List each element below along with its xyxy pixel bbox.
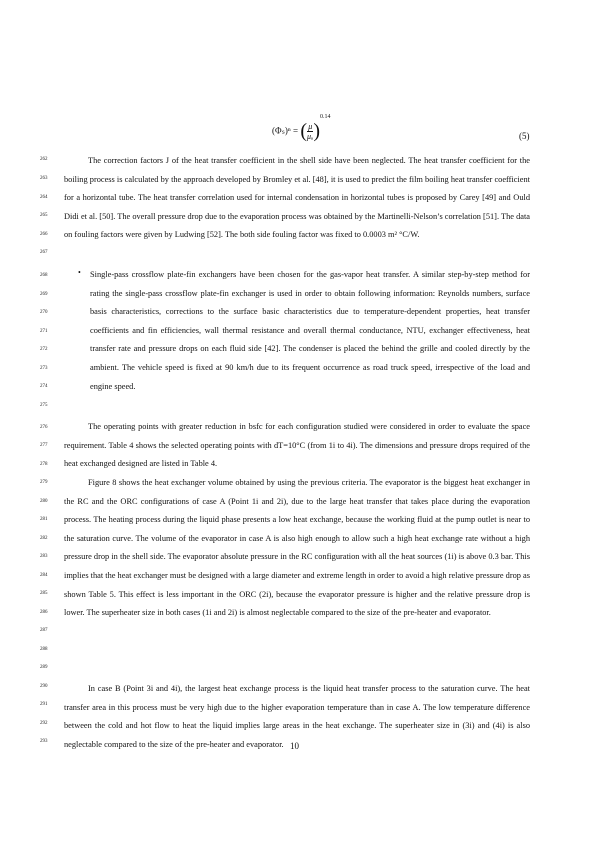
line-number: 272 (40, 347, 48, 352)
equation-exponent: 0.14 (320, 113, 331, 120)
line-number: 286 (40, 610, 48, 615)
line-number: 265 (40, 213, 48, 218)
equation-denominator: μᵤ (307, 132, 314, 141)
line-number: 280 (40, 499, 48, 504)
line-number: 281 (40, 517, 48, 522)
equation-5 (272, 113, 331, 143)
line-number: 276 (40, 425, 48, 430)
line-number: 287 (40, 628, 48, 633)
line-number: 262 (40, 157, 48, 162)
line-number: 285 (40, 591, 48, 596)
line-number: 279 (40, 480, 48, 485)
close-paren: ) (313, 120, 321, 142)
line-number: 263 (40, 176, 48, 181)
line-number: 283 (40, 554, 48, 559)
equation-number: (5) (519, 131, 530, 141)
line-number: 284 (40, 573, 48, 578)
line-number: 290 (40, 684, 48, 689)
line-number: 292 (40, 721, 48, 726)
line-number: 289 (40, 665, 48, 670)
line-number: 282 (40, 536, 48, 541)
line-number: 264 (40, 195, 48, 200)
paragraph-correction-factors: The correction factors J of the heat transfer coefficient in the shell side have been neglected. The heat transfer coefficient for the boiling process is calculated by the approach developed by Bromley et al. [48], it is used to predict the film boiling heat transfer coefficient for a horizontal tube. The heat transfer correlation used for internal condensation in horizontal tubes is proposed by Carey [49] and Ould Didi et al. [50]. The overall pressure drop due to the evaporation process was obtained by the Martinelli-Nelson’s correlation [51]. The data on fouling factors were given by Ludwing [52]. The both side fouling factor was fixed to 0.0003 m² °C/W. (64, 156, 530, 240)
equation-lhs: (Φₛ)ⁿ = (272, 125, 299, 136)
line-number: 269 (40, 292, 48, 297)
paragraph-case-b: In case B (Point 3i and 4i), the largest heat exchange process is the liquid heat transfer process to the saturation curve. The heat transfer area in this process must be very high due to the higher evaporation temperature than in case A. The low temperature difference between the cold and hot flow to heat the liquid implies large areas in the heat exchange. The superheater size in (3i) and (4i) is also neglectable compared to the size of the pre-heater and evaporator. (64, 684, 530, 749)
line-number: 268 (40, 273, 48, 278)
line-number: 291 (40, 702, 48, 707)
line-number: 271 (40, 329, 48, 334)
line-number: 267 (40, 250, 48, 255)
line-number: 273 (40, 366, 48, 371)
bullet-icon: • (78, 268, 81, 277)
bullet-plate-fin-exchangers: Single-pass crossflow plate-fin exchangers have been chosen for the gas-vapor heat transfer. A similar step-by-step method for rating the single-pass crossflow plate-fin exchanger is used in order to obtain following information: Reynolds numbers, surface basis characteristics, corrections to the surface basic characteristics due to temperature-dependent properties, heat transfer coefficients and fin efficiencies, wall thermal resistance and overall thermal conductance, NTU, exchanger effectiveness, heat transfer rate and pressure drops on each fluid side [42]. The condenser is placed the behind the grille and cooled directly by the ambient. The vehicle speed is fixed at 90 km/h due to its frequent occurrence as road truck speed, irrespective of the load and engine speed. (90, 270, 530, 391)
open-paren: ( (300, 120, 308, 142)
line-number: 277 (40, 443, 48, 448)
page-number: 10 (290, 741, 299, 751)
paragraph-operating-points: The operating points with greater reduction in bsfc for each configuration studied were considered in order to evaluate the space requirement. Table 4 shows the selected operating points with dT=10°C (from 1i to 4i). The dimensions and pressure drops required of the heat exchanged designed are listed in Table 4. (64, 422, 530, 469)
line-number: 275 (40, 403, 48, 408)
line-number: 270 (40, 310, 48, 315)
line-number: 293 (40, 739, 48, 744)
line-number: 278 (40, 462, 48, 467)
line-number: 266 (40, 232, 48, 237)
paragraph-figure-8: Figure 8 shows the heat exchanger volume obtained by using the previous criteria. The evaporator is the biggest heat exchanger in the RC and the ORC configurations of case A (Point 1i and 2i), due to the large heat transfer that takes place during the evaporation process. The heating process during the liquid phase presents a low heat exchange, because the working fluid at the pump outlet is near to the saturation curve. The volume of the evaporator in case A is also high enough to allow such a high heat exchange rate without a high pressure drop in the shell side. The evaporator absolute pressure in the RC configuration with all the heat sources (1i) is above 0.3 bar. This implies that the heat exchanger must be designed with a large diameter and extreme length in order to avoid a high relative pressure drop as shown Table 5. This effect is less important in the ORC (2i), because the evaporator pressure is higher and the relative pressure drop is lower. The superheater size in both cases (1i and 2i) is almost neglectable compared to the size of the pre-heater and evaporator. (64, 478, 531, 618)
equation-numerator: μ (308, 122, 313, 131)
line-number: 288 (40, 647, 48, 652)
line-number: 274 (40, 384, 48, 389)
